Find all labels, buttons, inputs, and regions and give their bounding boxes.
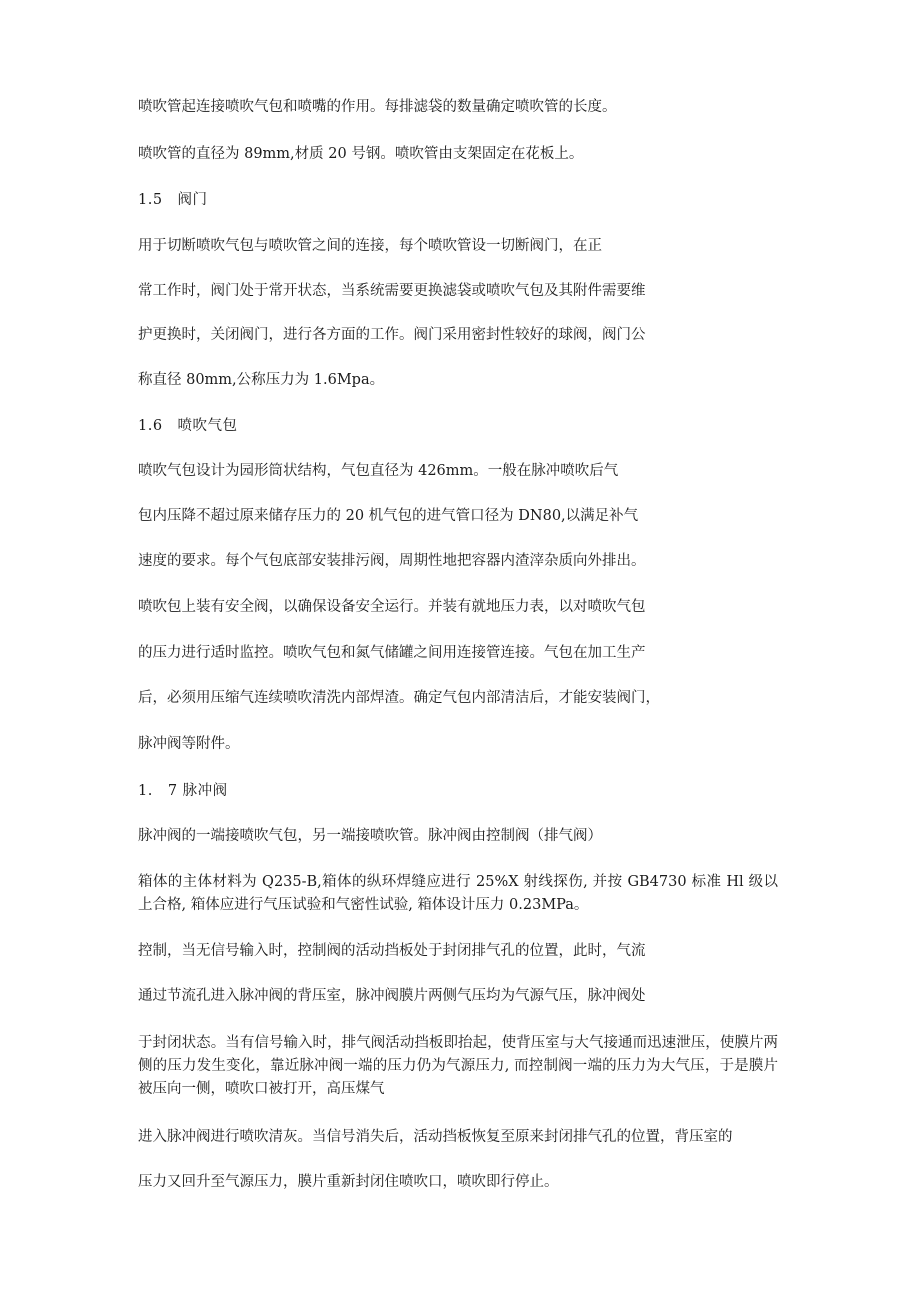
paragraph-blowpipe-function: 喷吹管起连接喷吹气包和喷嘴的作用。每排滤袋的数量确定喷吹管的长度。 (138, 99, 617, 115)
paragraph-pulse-valve-line-6: 压力又回升至气源压力，膜片重新封闭住喷吹口，喷吹即行停止。 (138, 1174, 559, 1190)
paragraph-air-bag-line-5: 的压力进行适时监控。喷吹气包和氮气储罐之间用连接管连接。气包在加工生产 (138, 645, 646, 661)
paragraph-air-bag-line-6: 后，必须用压缩气连续喷吹清洗内部焊渣。确定气包内部清洁后，才能安装阀门， (138, 690, 660, 706)
paragraph-air-bag-line-4: 喷吹包上装有安全阀，以确保设备安全运行。并装有就地压力表，以对喷吹气包 (138, 599, 646, 615)
paragraph-air-bag-line-7: 脉冲阀等附件。 (138, 736, 240, 752)
paragraph-valve-line-2: 常工作时，阀门处于常开状态，当系统需要更换滤袋或喷吹气包及其附件需要维 (138, 283, 646, 299)
paragraph-pulse-valve-line-3: 通过节流孔进入脉冲阀的背压室，脉冲阀膜片两侧气压均为气源气压，脉冲阀处 (138, 988, 646, 1004)
paragraph-valve-line-3: 护更换时，关闭阀门，进行各方面的工作。阀门采用密封性较好的球阀，阀门公 (138, 327, 646, 343)
paragraph-pulse-valve-line-4: 于封闭状态。当有信号输入时，排气阀活动挡板即抬起，使背压室与大气接通而迅速泄压，使膜片两侧的压力发生变化，靠近脉冲阀一端的压力仍为气源压力, 而控制阀一端的压力为大气压，于是膜片被压向一侧，喷吹口被打开，高压煤气 (138, 1035, 778, 1097)
paragraph-box-material: 箱体的主体材料为 Q235-B,箱体的纵环焊缝应进行 25%X 射线探伤, 并按 GB4730 标准 Hl 级以上合格, 箱体应进行气压试验和气密性试验, 箱体设计压力 0.23MPa。 (138, 874, 778, 913)
paragraph-air-bag-line-3: 速度的要求。每个气包底部安装排污阀，周期性地把容器内渣滓杂质向外排出。 (138, 553, 646, 569)
section-heading-valve: 1.5 阀门 (138, 192, 208, 208)
paragraph-valve-line-4: 称直径 80mm,公称压力为 1.6Mpa。 (138, 372, 385, 388)
paragraph-air-bag-line-1: 喷吹气包设计为园形筒状结构，气包直径为 426mm。一般在脉冲喷吹后气 (138, 463, 619, 479)
section-heading-pulse-valve: 1. 7 脉冲阀 (138, 783, 228, 799)
section-heading-air-bag: 1.6 喷吹气包 (138, 418, 238, 434)
paragraph-pulse-valve-line-1: 脉冲阀的一端接喷吹气包，另一端接喷吹管。脉冲阀由控制阀（排气阀） (138, 828, 602, 844)
paragraph-pulse-valve-line-2: 控制，当无信号输入时，控制阀的活动挡板处于封闭排气孔的位置，此时，气流 (138, 943, 646, 959)
paragraph-air-bag-line-2: 包内压降不超过原来储存压力的 20 机气包的进气管口径为 DN80,以满足补气 (138, 508, 639, 524)
paragraph-pulse-valve-line-5: 进入脉冲阀进行喷吹清灰。当信号消失后，活动挡板恢复至原来封闭排气孔的位置，背压室的 (138, 1129, 733, 1145)
paragraph-valve-line-1: 用于切断喷吹气包与喷吹管之间的连接，每个喷吹管设一切断阀门，在正 (138, 238, 602, 254)
paragraph-blowpipe-spec: 喷吹管的直径为 89mm,材质 20 号钢。喷吹管由支架固定在花板上。 (138, 146, 584, 162)
